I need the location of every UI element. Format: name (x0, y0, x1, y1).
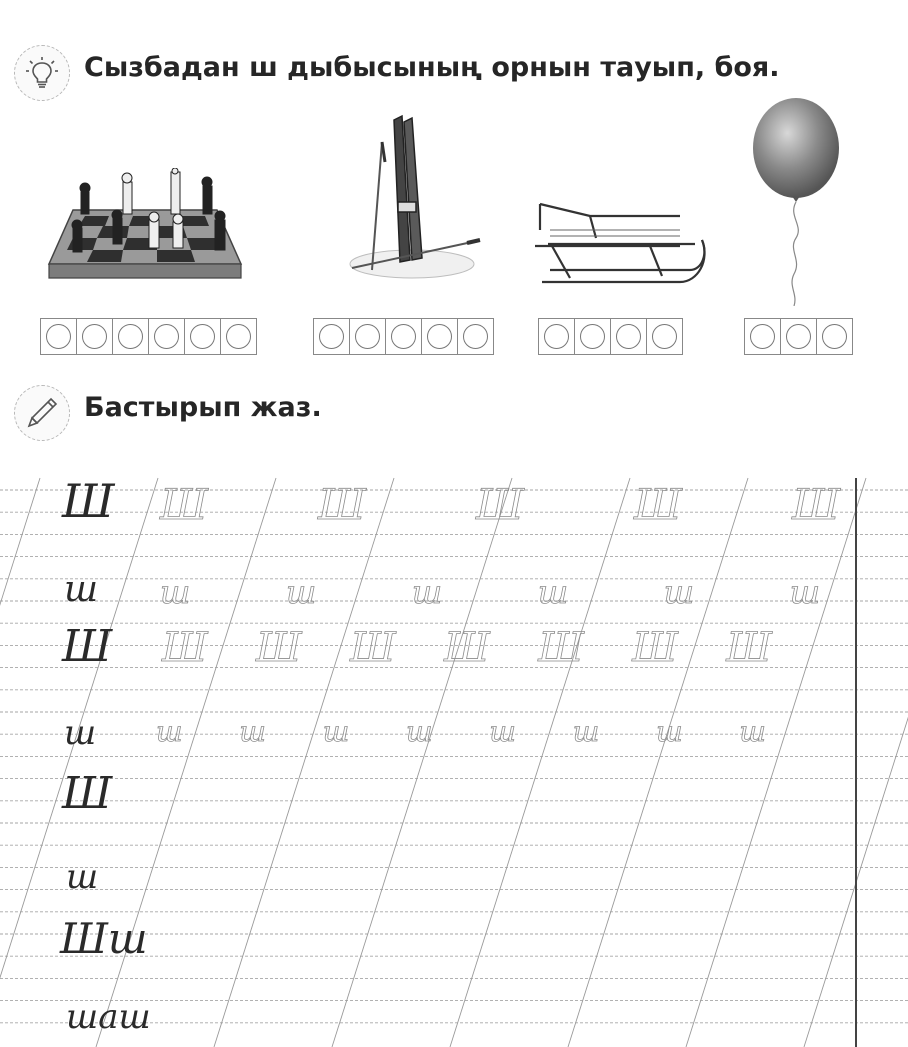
sample-letter: Ш (62, 474, 115, 528)
sample-letter: ш (64, 713, 97, 753)
trace-letter: ш (285, 573, 317, 611)
trace-letter: Ш (538, 625, 584, 671)
trace-letter: Ш (476, 480, 524, 529)
trace-letter: Ш (160, 480, 208, 529)
trace-letter: Ш (726, 625, 772, 671)
trace-letter: Ш (256, 625, 302, 671)
trace-letter: ш (239, 715, 266, 748)
sample-word: шаш (66, 997, 151, 1037)
trace-row (162, 625, 772, 671)
trace-letter: ш (489, 715, 516, 748)
sample-letter: ш (64, 569, 99, 610)
trace-letter: ш (572, 715, 600, 748)
trace-letter: ш (663, 573, 695, 611)
trace-letter: Ш (444, 625, 490, 671)
trace-letter: Ш (634, 480, 682, 529)
sample-letter: Ш (62, 768, 113, 819)
trace-letter: ш (656, 715, 683, 748)
trace-letter: ш (411, 573, 443, 611)
sample-letter: Ш (62, 621, 113, 672)
trace-row (160, 573, 820, 611)
trace-letter: Ш (318, 480, 366, 529)
trace-letter: Ш (792, 480, 840, 529)
trace-letter: Ш (632, 625, 678, 671)
trace-letter: ш (789, 573, 820, 611)
sample-word: Шш (60, 914, 148, 963)
trace-letter: ш (406, 715, 433, 748)
task2-title: Бастырып жаз. (84, 392, 322, 423)
trace-row (156, 715, 766, 748)
trace-letter: ш (160, 573, 191, 611)
trace-letter: ш (537, 573, 569, 611)
trace-letter: ш (156, 715, 183, 748)
sample-letter: ш (66, 857, 99, 897)
trace-letter: Ш (350, 625, 396, 671)
trace-row (160, 480, 840, 529)
trace-letter: ш (322, 715, 350, 748)
trace-letter: ш (739, 715, 766, 748)
task1-title: Сызбадан ш дыбысының орнын тауып, боя. (84, 52, 780, 83)
trace-letter: Ш (162, 625, 208, 671)
